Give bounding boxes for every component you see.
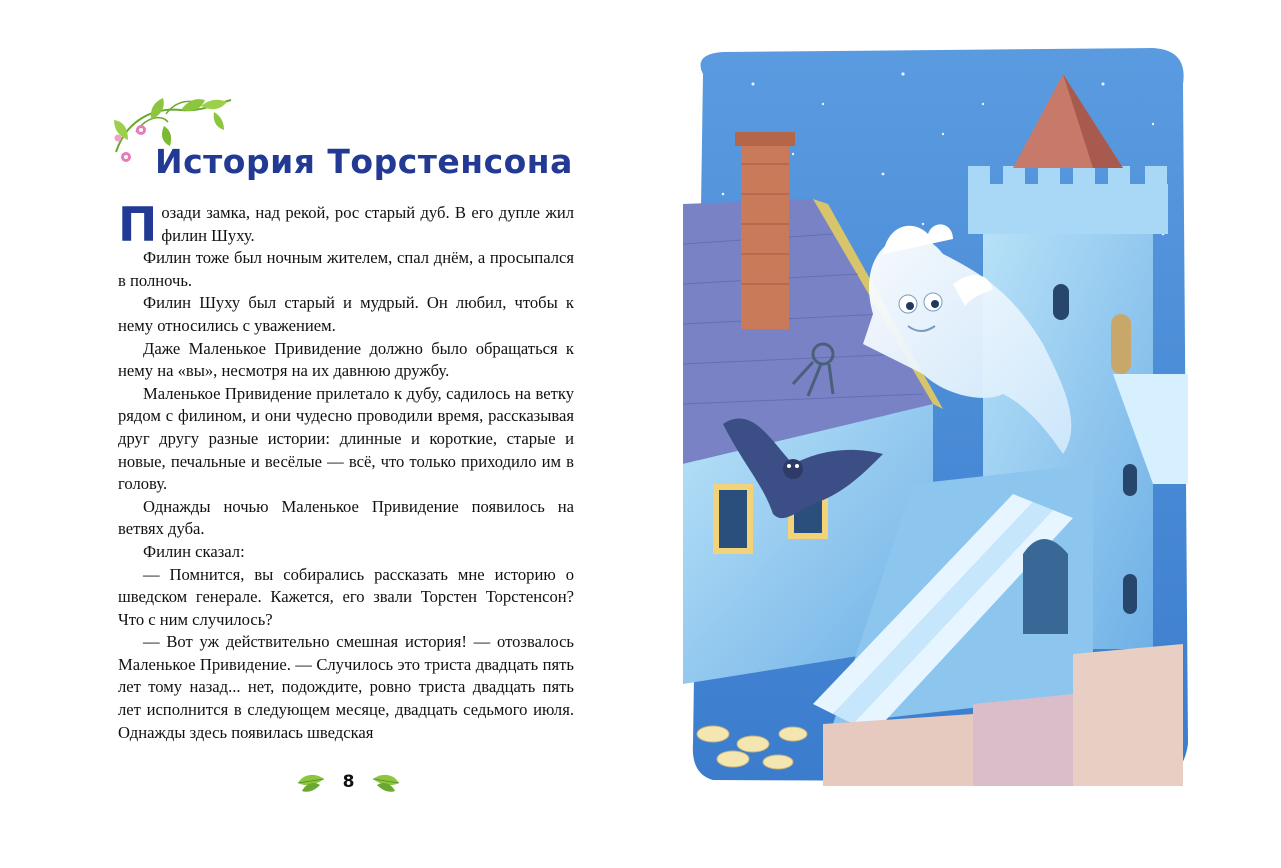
castle-ghost-illustration (683, 44, 1193, 786)
leaf-icon (369, 771, 401, 793)
paragraph: Маленькое Привидение прилетало к дубу, садилось на ветку рядом с филином, и они чудесно проводили время, рассказывая друг другу разные истории: длинные и короткие, старые и новые, печальные и весёлые — всё, что только приходило им в голову. (118, 383, 574, 494)
paragraph: Филин сказал: (143, 541, 245, 561)
paragraph: Позади замка, над рекой, рос старый дуб. В его дупле жил филин Шуху. (118, 198, 574, 253)
paragraph: — Помнится, вы собирались рассказать мне историю о шведском генерале. Кажется, его звали Торстен Торстенсон? Что с ним случилось? (118, 564, 574, 629)
drop-cap: П (118, 198, 158, 253)
left-page (0, 0, 640, 868)
page-title: История Торстенсона (155, 142, 573, 181)
paragraph: Филин тоже был ночным жителем, спал днём, а просыпался в полночь. (118, 248, 574, 290)
page-number: 8 (342, 772, 355, 792)
paragraph: Филин Шуху был старый и мудрый. Он любил, чтобы к нему относились с уважением. (118, 293, 574, 335)
paragraph: Даже Маленькое Привидение должно было обращаться к нему на «вы», несмотря на их давнюю дружбу. (118, 338, 574, 381)
paragraph: Однажды ночью Маленькое Привидение появилось на ветвях дуба. (118, 496, 574, 539)
leaf-icon (296, 771, 328, 793)
body-text (118, 198, 574, 744)
page-footer (296, 768, 401, 796)
paragraph: — Вот уж действительно смешная история! — отозвалось Маленькое Привидение. — Случилось это триста двадцать пять лет тому назад... нет, подождите, ровно триста двадцать пять лет исполнится в следующем месяце, двадцать седьмого июля. Однажды здесь появилась шведская (118, 632, 574, 742)
